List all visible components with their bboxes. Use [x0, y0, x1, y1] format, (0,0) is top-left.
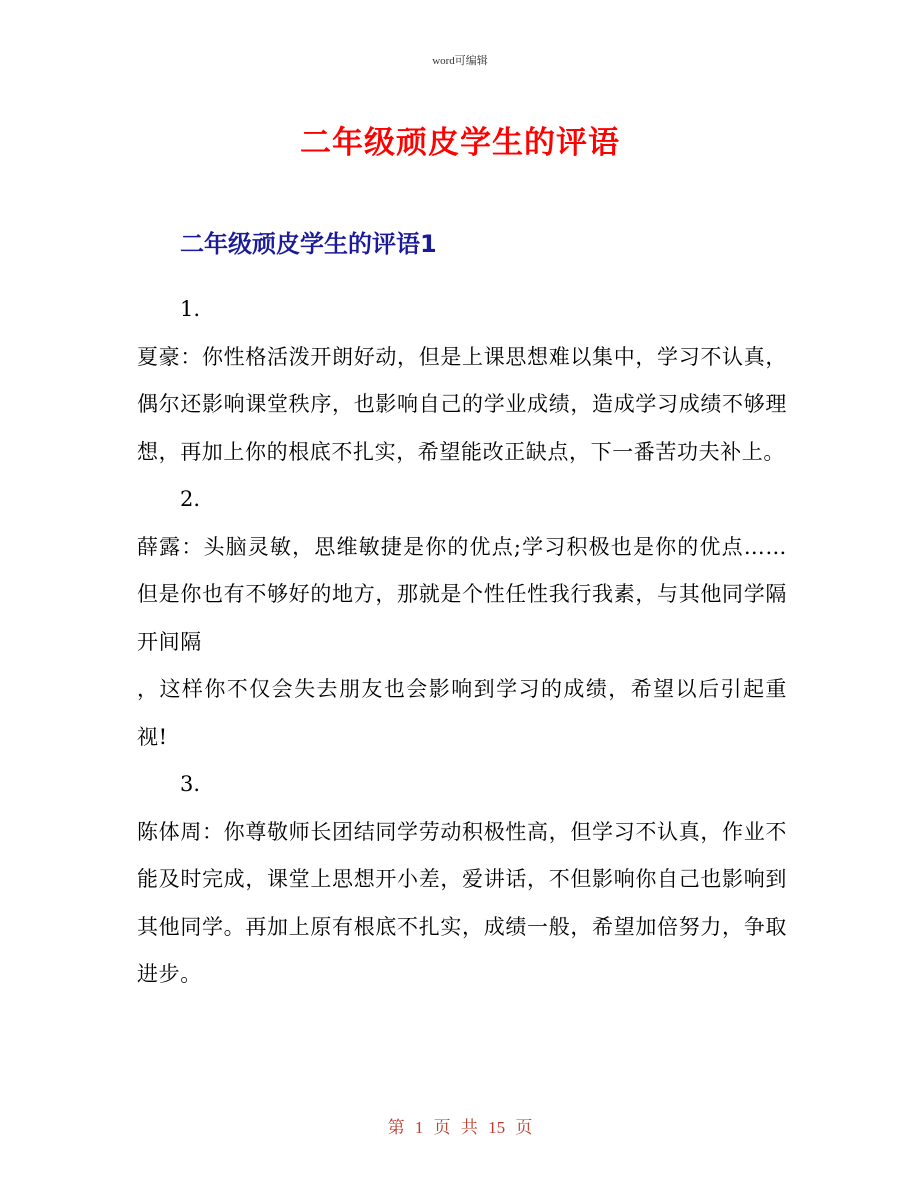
entry-number: 2.	[180, 487, 201, 511]
section-heading: 二年级顽皮学生的评语1	[180, 230, 437, 258]
entry-paragraph: 薛露：头脑灵敏，思维敏捷是你的优点;学习积极也是你的优点……但是你也有不够好的地方，那就是个性任性我行我素，与其他同学隔开间隔	[137, 534, 787, 654]
document-title: 二年级顽皮学生的评语	[300, 125, 620, 161]
page-footer: 第 1 页 共 15 页	[387, 1118, 533, 1137]
entry-paragraph: 陈体周：你尊敬师长团结同学劳动积极性高，但学习不认真，作业不能及时完成，课堂上思想开小差，爱讲话，不但影响你自己也影响到其他同学。再加上原有根底不扎实，成绩一般，希望加倍努力，争取进步。	[137, 819, 787, 986]
entry-paragraph: ，这样你不仅会失去朋友也会影响到学习的成绩，希望以后引起重视!	[137, 677, 787, 749]
entry-number: 1.	[180, 297, 201, 321]
entry-paragraph: 夏豪：你性格活泼开朗好动，但是上课思想难以集中，学习不认真，偶尔还影响课堂秩序，也影响自己的学业成绩，造成学习成绩不够理想，再加上你的根底不扎实，希望能改正缺点，下一番苦功夫补上。	[137, 344, 787, 464]
document-body	[137, 286, 787, 999]
page-header: word可编辑	[432, 55, 488, 67]
entry-number: 3.	[180, 772, 201, 796]
